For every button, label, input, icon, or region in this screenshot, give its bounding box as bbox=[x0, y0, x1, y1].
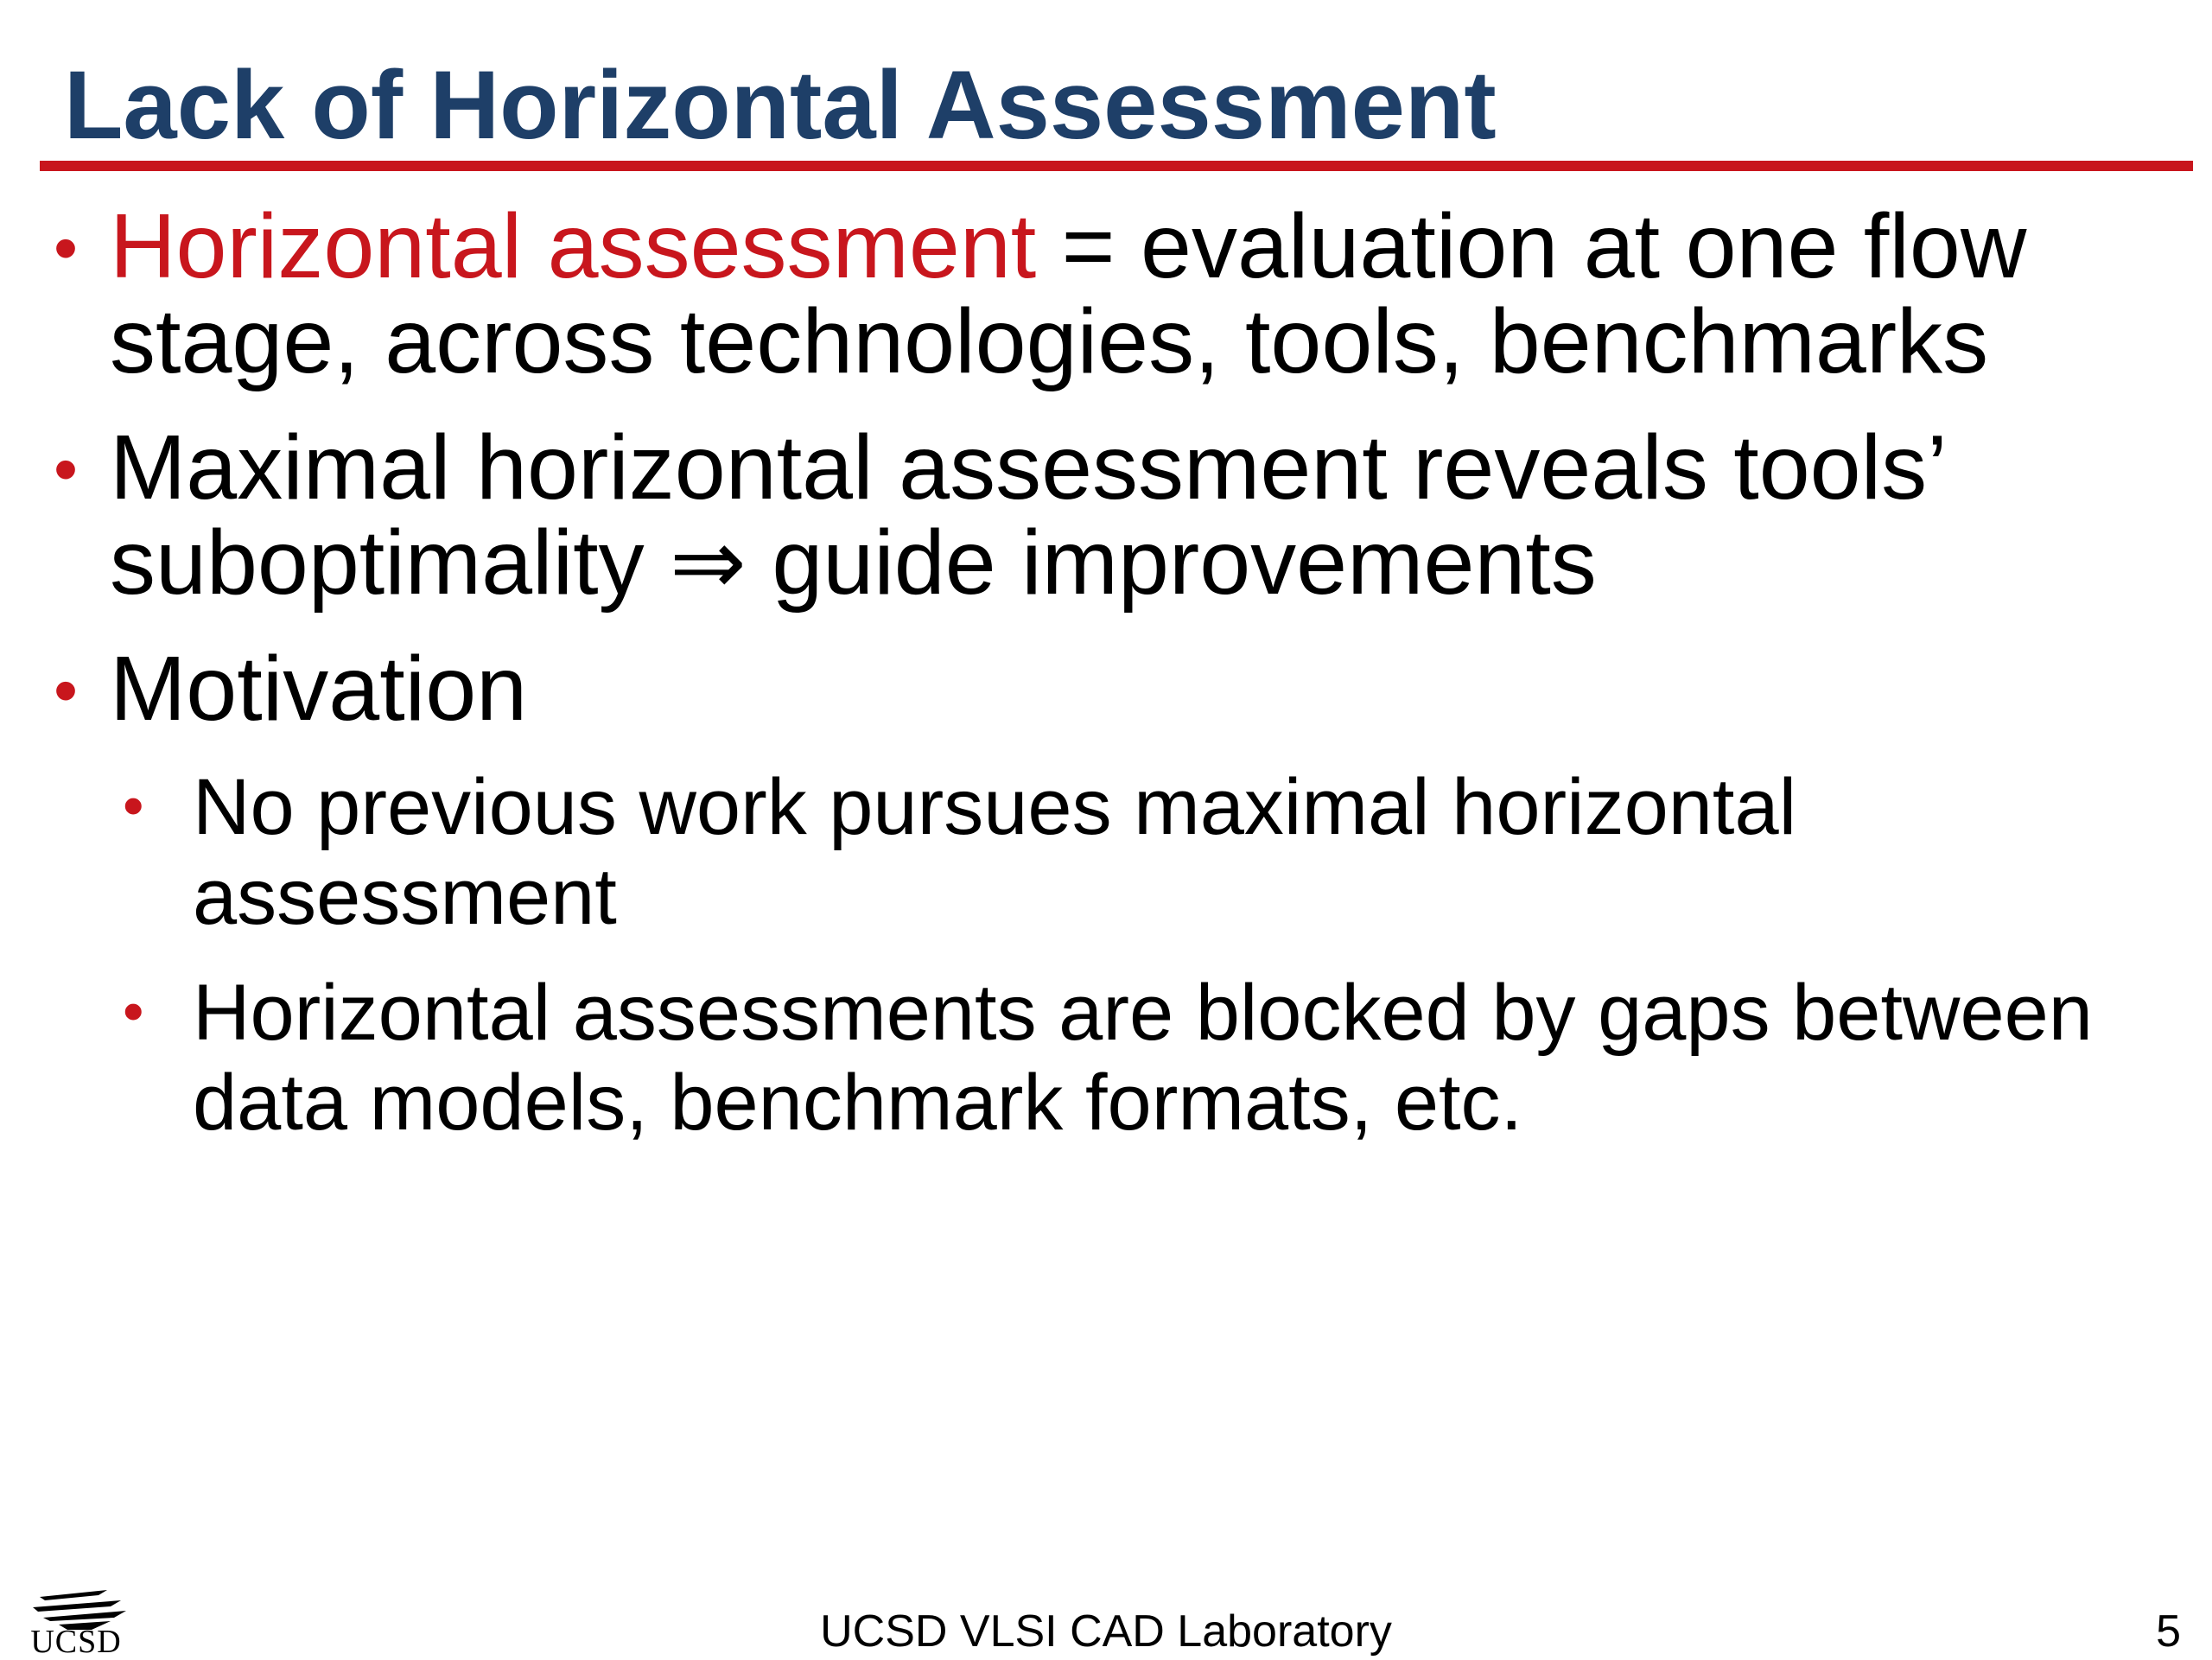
sub-bullet-2 bbox=[0, 968, 2212, 1148]
bullet-2 bbox=[0, 417, 2212, 614]
sub-bullet-1 bbox=[0, 762, 2212, 942]
bullet-1-text bbox=[110, 195, 2123, 392]
sub-bullet-1-text: No previous work pursues maximal horizontal assessment bbox=[193, 763, 1797, 941]
bullet-3 bbox=[0, 638, 2212, 740]
bullet-marker: • bbox=[54, 430, 79, 507]
footer-lab-name: UCSD VLSI CAD Laboratory bbox=[820, 1606, 1392, 1657]
logo-text: UCSD bbox=[30, 1624, 122, 1660]
slide-title: Lack of Horizontal Assessment bbox=[64, 51, 1497, 159]
bullet-1-rest: = evaluation at one flow stage, across technologies, tools, benchmarks bbox=[110, 195, 2027, 392]
bullet-2-text: Maximal horizontal assessment reveals tools’ suboptimality ⇒ guide improvements bbox=[110, 417, 1944, 614]
bullet-1-highlight: Horizontal assessment bbox=[110, 195, 1037, 297]
bullet-marker: • bbox=[54, 652, 79, 728]
slide-content bbox=[0, 190, 2212, 1148]
sub-bullet-marker: • bbox=[123, 772, 144, 839]
page-number: 5 bbox=[2156, 1606, 2181, 1657]
bullet-1 bbox=[0, 195, 2212, 392]
sub-bullet-marker: • bbox=[123, 977, 144, 1045]
sub-bullet-2-text: Horizontal assessments are blocked by gaps between data models, benchmark formats, etc. bbox=[193, 969, 2093, 1147]
title-underline bbox=[40, 161, 2193, 171]
bullet-3-text: Motivation bbox=[110, 638, 528, 740]
bullet-marker: • bbox=[54, 209, 79, 286]
